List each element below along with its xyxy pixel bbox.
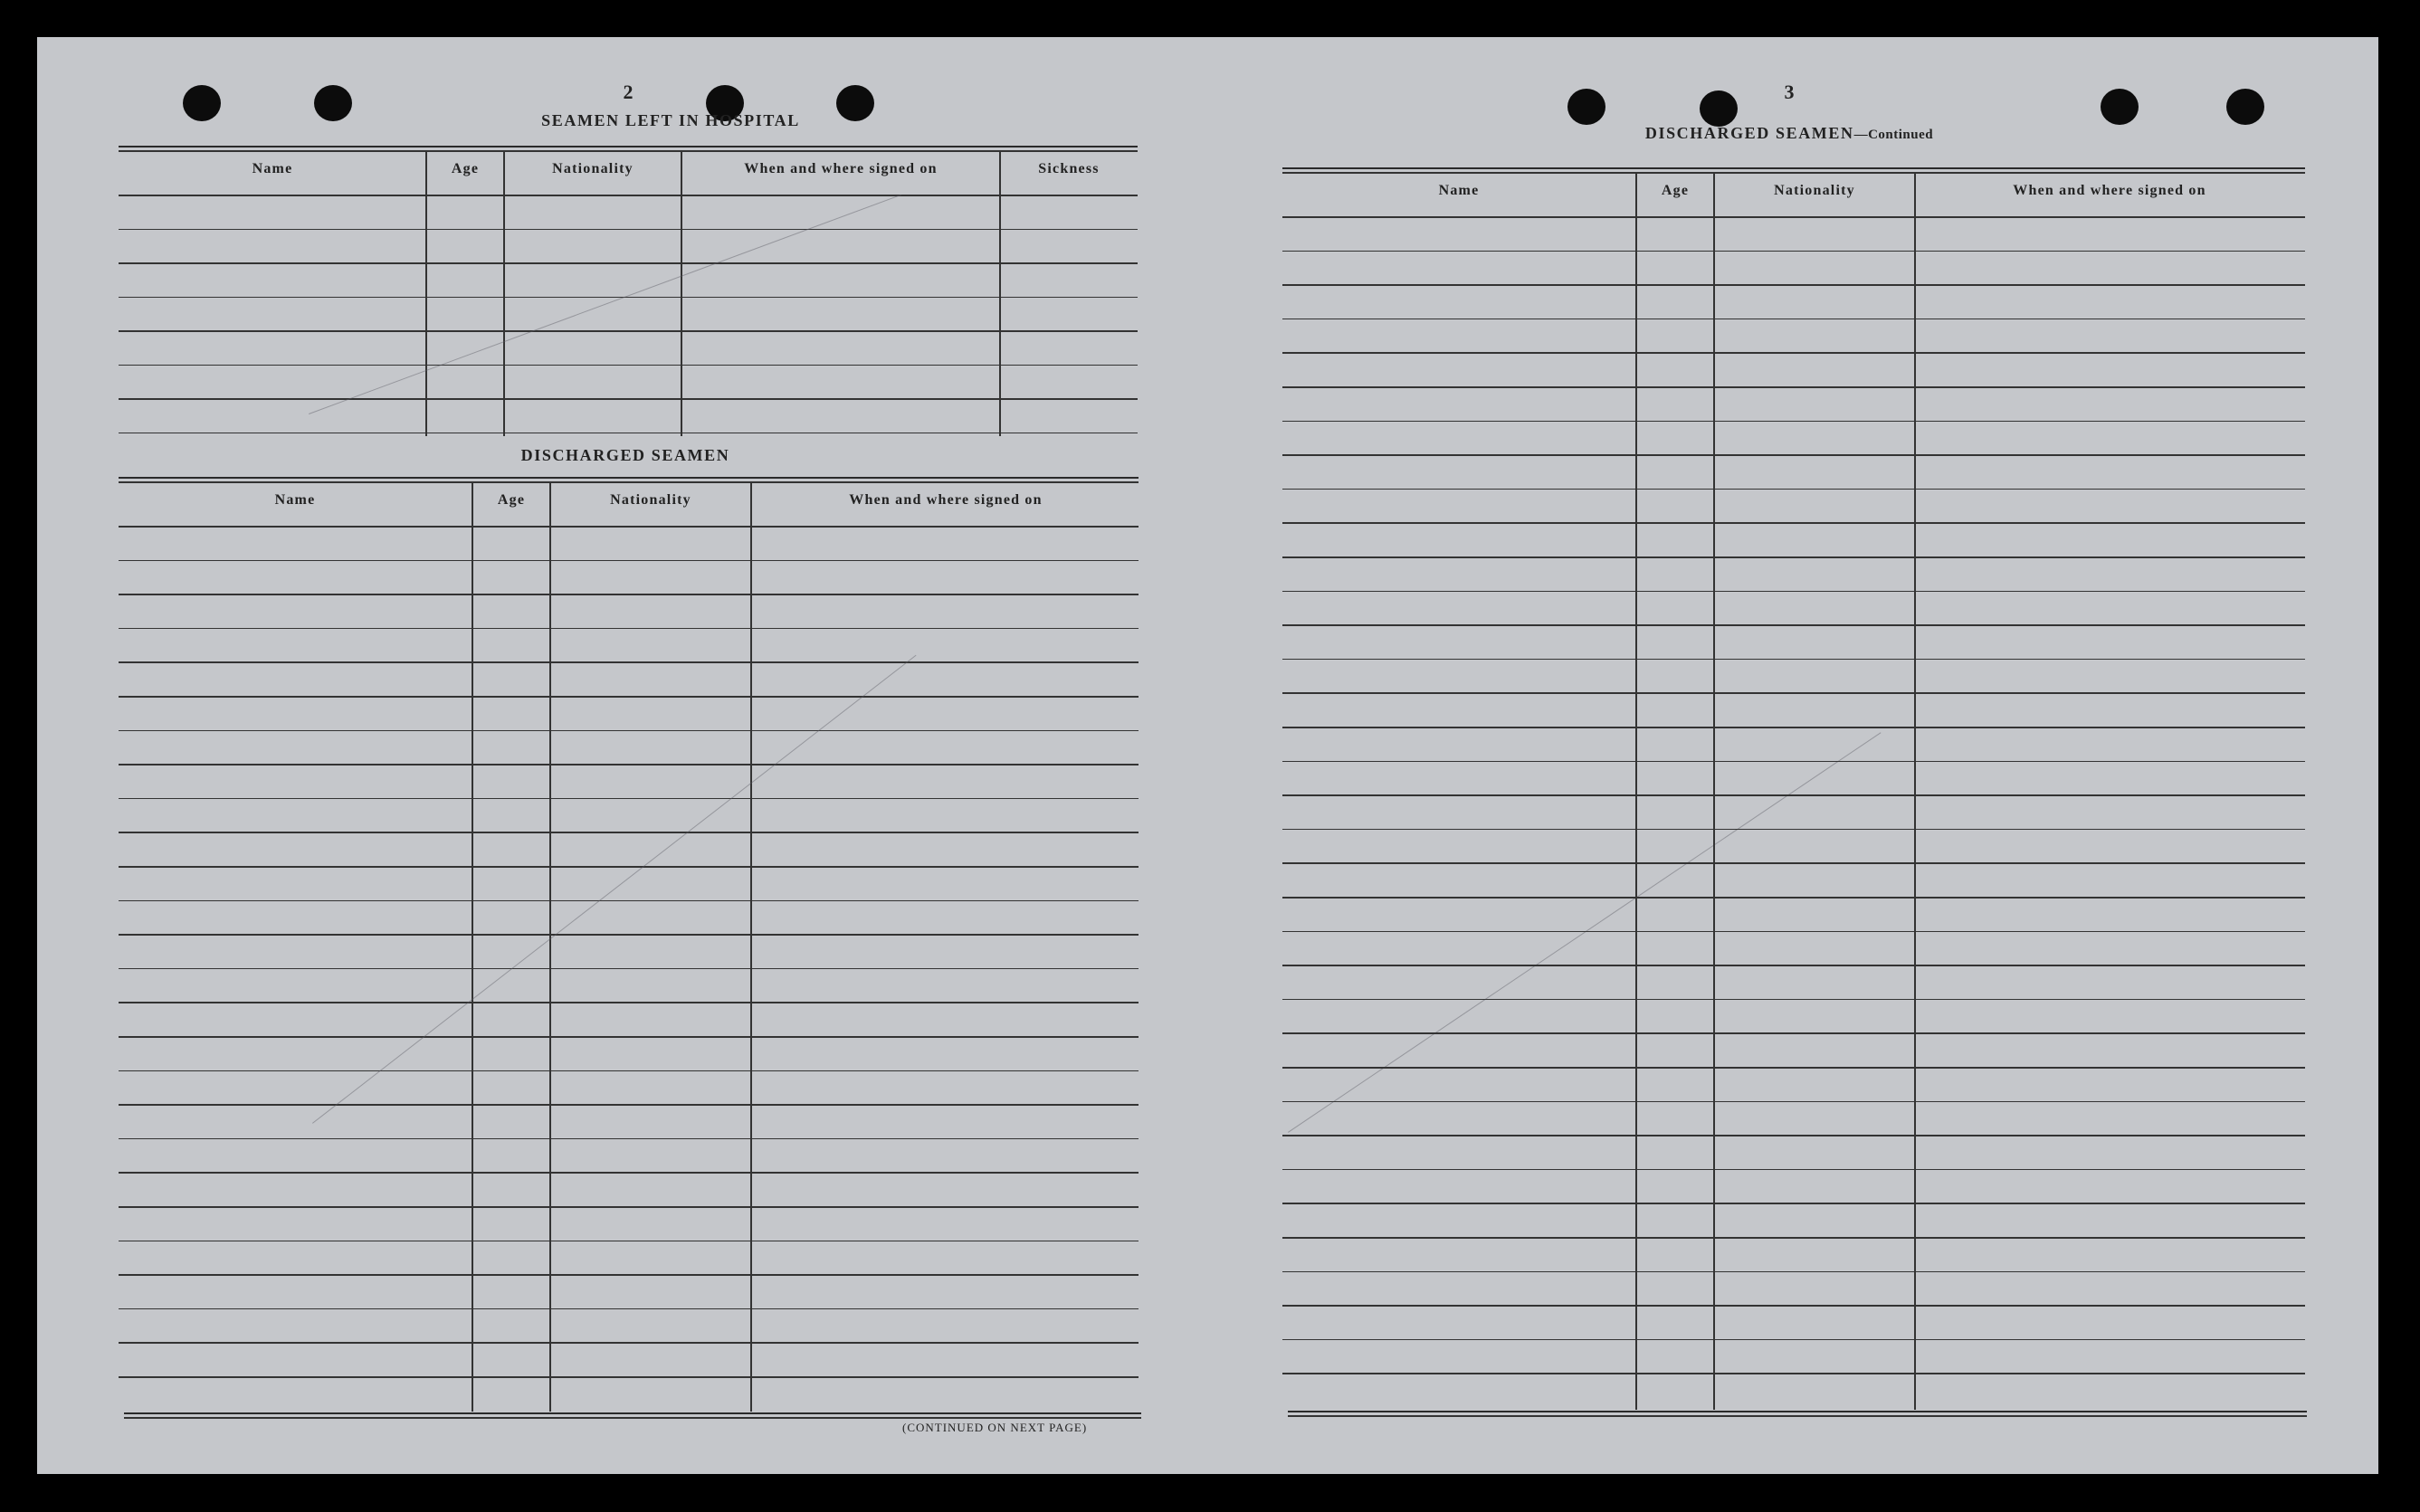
right-col-divider	[1914, 172, 1916, 1410]
table-row-rule	[119, 866, 1139, 868]
table-row-rule	[119, 1002, 1139, 1003]
punch-hole	[1700, 90, 1738, 127]
pencil-mark	[309, 195, 901, 414]
table-row-rule	[1282, 1135, 2305, 1136]
table-row-rule	[1282, 454, 2305, 456]
punch-hole	[314, 85, 352, 121]
table-row-rule	[119, 1376, 1139, 1378]
table-row-rule	[119, 968, 1139, 970]
table-row-rule	[1282, 1237, 2305, 1239]
table-row-rule	[1282, 216, 2305, 218]
table-row-rule	[119, 433, 1138, 434]
discharged-table-top-rule	[119, 477, 1139, 479]
table-row-rule	[1282, 829, 2305, 831]
table-row-rule	[119, 560, 1139, 562]
table-row-rule	[1282, 489, 2305, 490]
table-row-rule	[119, 1241, 1139, 1242]
hospital-table-top-rule	[119, 146, 1138, 147]
table-row-rule	[1282, 624, 2305, 626]
table-row-rule	[119, 398, 1138, 400]
table-row-rule	[119, 798, 1139, 800]
right-table-top-rule	[1282, 172, 2305, 174]
right-col-name: Name	[1438, 183, 1480, 198]
table-row-rule	[1282, 284, 2305, 286]
table-row-rule	[119, 1206, 1139, 1208]
table-row-rule	[1282, 659, 2305, 661]
table-row-rule	[119, 1036, 1139, 1038]
hospital-col-divider	[503, 150, 505, 436]
right-table-top-rule	[1282, 167, 2305, 169]
hospital-col-nationality: Nationality	[552, 161, 634, 176]
discharged-col-divider	[472, 481, 473, 1412]
discharged-col-divider	[750, 481, 752, 1412]
punch-hole	[2226, 89, 2264, 125]
table-row-rule	[1282, 727, 2305, 728]
table-row-rule	[119, 1308, 1139, 1310]
hospital-col-divider	[681, 150, 682, 436]
table-row-rule	[1282, 931, 2305, 933]
right-discharged-title	[1608, 124, 1970, 143]
table-row-rule	[1282, 421, 2305, 423]
discharged-col-age: Age	[497, 492, 526, 508]
table-row-rule	[1282, 761, 2305, 763]
table-row-rule	[119, 1070, 1139, 1072]
pencil-mark	[312, 655, 917, 1124]
table-row-rule	[119, 594, 1139, 595]
continued-footer: (CONTINUED ON NEXT PAGE)	[902, 1421, 1088, 1434]
table-row-rule	[119, 730, 1139, 732]
left-bottom-rule	[124, 1412, 1141, 1414]
right-col-signed-on: When and where signed on	[2013, 183, 2206, 198]
discharged-col-divider	[549, 481, 551, 1412]
pencil-mark	[1288, 732, 1881, 1133]
table-row-rule	[1282, 897, 2305, 899]
table-row-rule	[119, 297, 1138, 299]
table-row-rule	[1282, 1067, 2305, 1069]
table-row-rule	[119, 330, 1138, 332]
table-row-rule	[119, 934, 1139, 936]
hospital-section-title: SEAMEN LEFT IN HOSPITAL	[541, 111, 800, 129]
table-row-rule	[1282, 319, 2305, 320]
table-row-rule	[1282, 1271, 2305, 1273]
table-row-rule	[119, 365, 1138, 366]
table-row-rule	[1282, 1032, 2305, 1034]
table-row-rule	[119, 262, 1138, 264]
table-row-rule	[1282, 1169, 2305, 1171]
table-row-rule	[1282, 965, 2305, 966]
table-row-rule	[1282, 556, 2305, 558]
right-page-number: 3	[1784, 81, 1795, 103]
table-row-rule	[119, 900, 1139, 902]
right-bottom-rule	[1288, 1411, 2307, 1412]
discharged-col-name: Name	[274, 492, 316, 508]
right-discharged-title-main: DISCHARGED SEAMEN	[1644, 124, 1854, 142]
table-row-rule	[1282, 794, 2305, 796]
table-row-rule	[119, 1274, 1139, 1276]
right-discharged-title-suffix: —Continued	[1853, 128, 1934, 142]
table-row-rule	[1282, 386, 2305, 388]
table-row-rule	[1282, 1373, 2305, 1374]
right-col-divider	[1635, 172, 1637, 1410]
table-row-rule	[119, 1172, 1139, 1174]
hospital-col-divider	[425, 150, 427, 436]
punch-hole	[1567, 89, 1605, 125]
table-row-rule	[1282, 591, 2305, 593]
punch-hole	[183, 85, 221, 121]
table-row-rule	[1282, 1339, 2305, 1341]
table-row-rule	[1282, 1101, 2305, 1103]
table-row-rule	[119, 195, 1138, 196]
discharged-col-signed-on: When and where signed on	[849, 492, 1043, 508]
table-row-rule	[119, 696, 1139, 698]
table-row-rule	[1282, 862, 2305, 864]
right-bottom-rule	[1288, 1415, 2307, 1417]
table-row-rule	[119, 661, 1139, 663]
discharged-col-nationality: Nationality	[610, 492, 691, 508]
table-row-rule	[119, 1138, 1139, 1140]
hospital-col-name: Name	[252, 161, 293, 176]
table-row-rule	[119, 526, 1139, 528]
table-row-rule	[119, 1342, 1139, 1344]
table-row-rule	[119, 1104, 1139, 1106]
hospital-col-sickness: Sickness	[1038, 161, 1100, 176]
table-row-rule	[1282, 251, 2305, 252]
hospital-table-top-rule	[119, 150, 1138, 152]
table-row-rule	[119, 764, 1139, 766]
hospital-col-divider	[999, 150, 1001, 436]
table-row-rule	[119, 229, 1138, 231]
left-bottom-rule	[124, 1417, 1141, 1419]
right-col-age: Age	[1661, 183, 1690, 198]
hospital-col-age: Age	[451, 161, 480, 176]
punch-hole	[2101, 89, 2139, 125]
table-row-rule	[119, 832, 1139, 833]
table-row-rule	[1282, 999, 2305, 1001]
table-row-rule	[1282, 692, 2305, 694]
table-row-rule	[119, 628, 1139, 630]
table-row-rule	[1282, 352, 2305, 354]
discharged-table-top-rule	[119, 481, 1139, 483]
right-col-divider	[1713, 172, 1715, 1410]
table-row-rule	[1282, 522, 2305, 524]
table-row-rule	[1282, 1203, 2305, 1204]
discharged-section-title: DISCHARGED SEAMEN	[520, 446, 730, 464]
right-col-nationality: Nationality	[1774, 183, 1855, 198]
register-sheet	[37, 37, 2378, 1474]
left-page-number: 2	[623, 81, 634, 103]
table-row-rule	[1282, 1305, 2305, 1307]
hospital-col-signed-on: When and where signed on	[744, 161, 938, 176]
